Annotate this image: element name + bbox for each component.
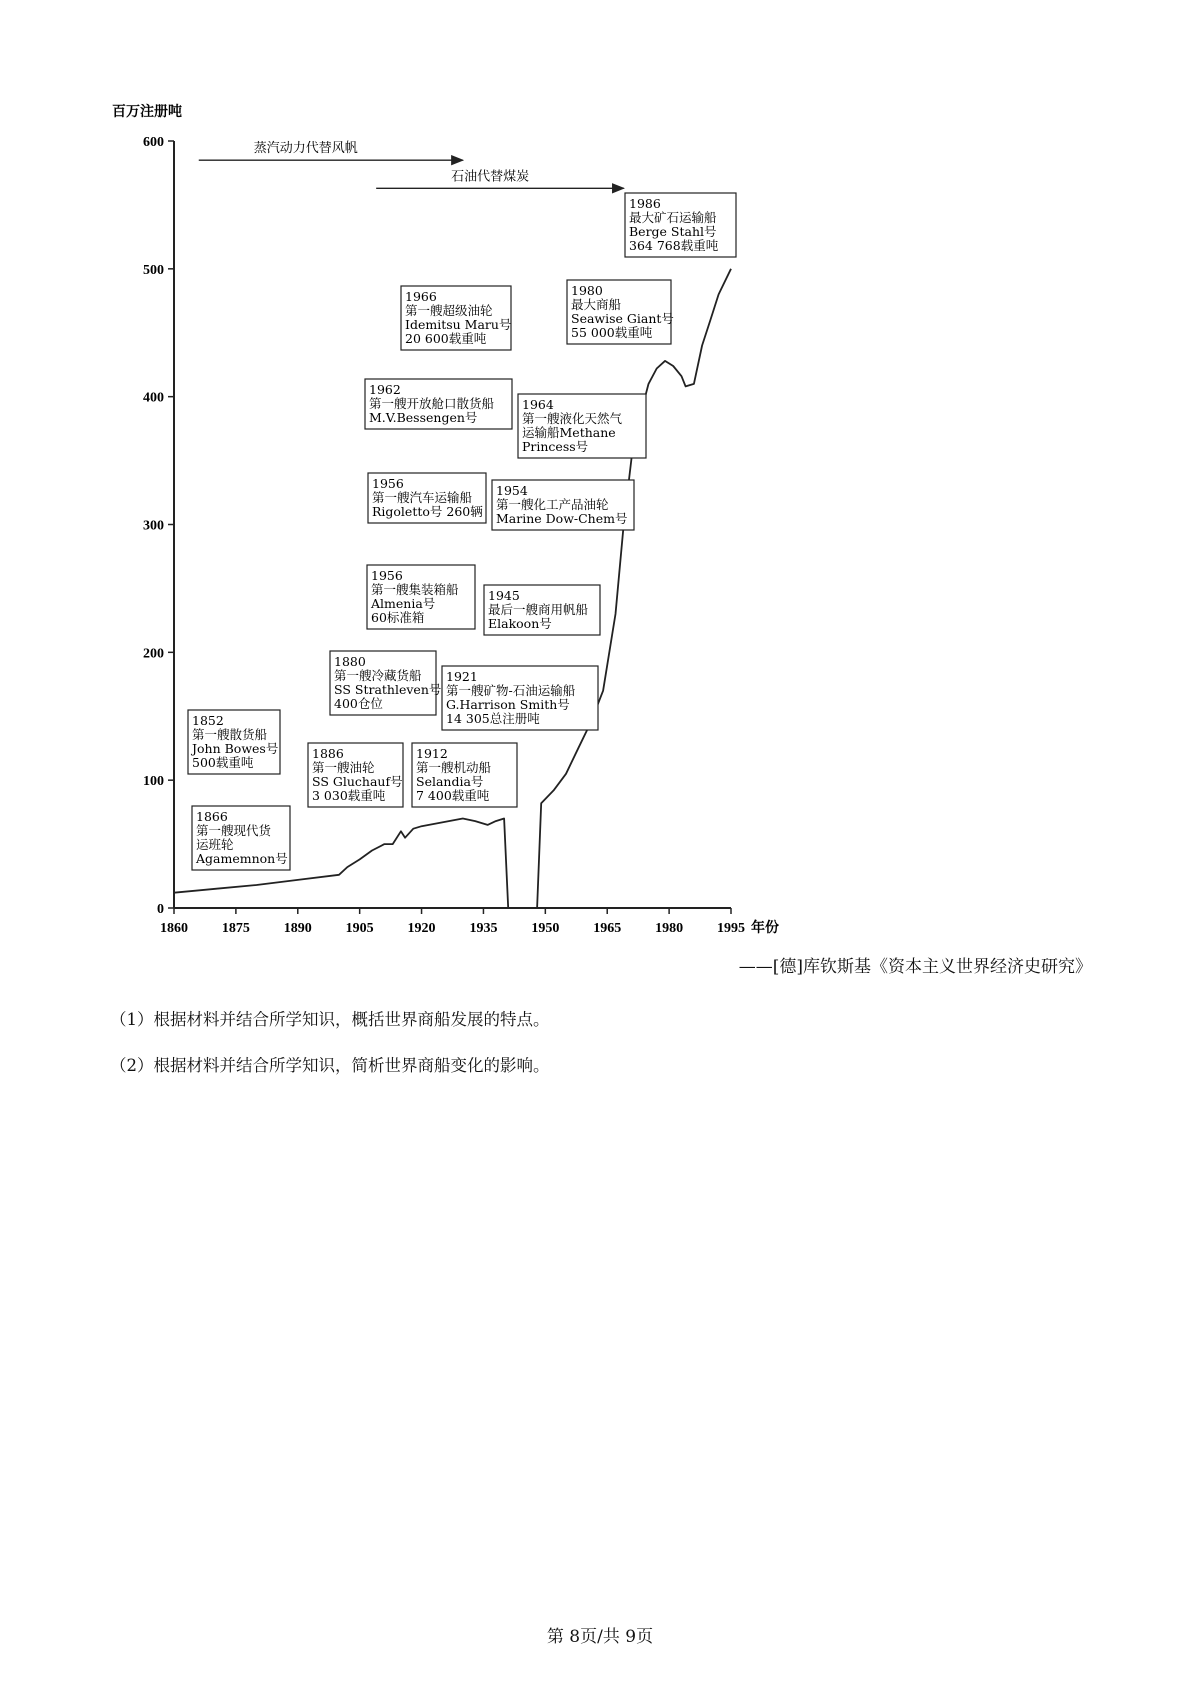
annotation-line: 400仓位 bbox=[334, 696, 383, 711]
annotation-line: 第一艘矿物-石油运输船 bbox=[446, 683, 576, 698]
annotation-line: 运班轮 bbox=[196, 837, 234, 852]
annotation-box bbox=[368, 473, 486, 523]
annotation-line: 1964 bbox=[522, 397, 554, 412]
annotation-box bbox=[625, 193, 736, 257]
annotation-line: 第一艘现代货 bbox=[196, 823, 272, 838]
annotation-line: 1945 bbox=[488, 588, 520, 603]
annotation-line: John Bowes号 bbox=[192, 741, 279, 756]
annotation-line: 第一艘冷藏货船 bbox=[334, 668, 422, 683]
y-tick-label: 500 bbox=[143, 262, 164, 278]
x-tick-label: 1905 bbox=[345, 921, 374, 936]
annotation-line: 1980 bbox=[571, 283, 603, 298]
annotation-line: 1921 bbox=[446, 669, 478, 684]
annotation-line: 500载重吨 bbox=[192, 755, 254, 770]
era-arrow-label-2: 石油代替煤炭 bbox=[451, 169, 530, 185]
annotations bbox=[188, 193, 736, 870]
x-tick-label: 1950 bbox=[531, 921, 560, 936]
annotation-line: M.V.Bessengen号 bbox=[369, 410, 478, 425]
annotation-line: Berge Stahl号 bbox=[629, 224, 717, 239]
annotation-line: 14 305总注册吨 bbox=[446, 711, 540, 726]
annotation-line: Almenia号 bbox=[371, 596, 436, 611]
annotation-line: Marine Dow-Chem号 bbox=[496, 511, 628, 526]
annotation-line: 3 030载重吨 bbox=[312, 788, 386, 803]
annotation-line: G.Harrison Smith号 bbox=[446, 697, 570, 712]
annotation-box bbox=[484, 585, 600, 635]
annotation-line: 364 768载重吨 bbox=[629, 238, 719, 253]
annotation-line: 1966 bbox=[405, 289, 437, 304]
annotation-line: Agamemnon号 bbox=[196, 851, 288, 866]
annotation-box bbox=[412, 743, 517, 807]
annotation-box bbox=[518, 394, 646, 458]
annotation-line: 1962 bbox=[369, 382, 401, 397]
annotation-box bbox=[401, 286, 511, 350]
x-axis-unit: 年份 bbox=[751, 921, 779, 936]
annotation-box bbox=[492, 480, 634, 530]
x-tick-label: 1935 bbox=[469, 921, 498, 936]
question-2: （2）根据材料并结合所学知识，简析世界商船变化的影响。 bbox=[110, 1056, 550, 1075]
annotation-line: 第一艘开放舱口散货船 bbox=[369, 396, 495, 411]
x-tick-label: 1980 bbox=[655, 921, 684, 936]
y-tick-label: 300 bbox=[143, 518, 164, 534]
x-tick-label: 1875 bbox=[221, 921, 250, 936]
annotation-line: 第一艘散货船 bbox=[192, 727, 268, 742]
annotation-line: Seawise Giant号 bbox=[571, 311, 674, 326]
annotation-line: 1956 bbox=[372, 476, 404, 491]
annotation-line: Elakoon号 bbox=[488, 616, 552, 631]
y-axis-label: 百万注册吨 bbox=[112, 104, 182, 120]
y-tick-label: 400 bbox=[143, 390, 164, 406]
y-ticks bbox=[143, 135, 174, 917]
annotation-box bbox=[367, 565, 475, 629]
annotation-line: 7 400载重吨 bbox=[416, 788, 490, 803]
annotation-line: Selandia号 bbox=[416, 774, 484, 789]
annotation-line: 最后一艘商用帆船 bbox=[488, 602, 589, 617]
annotation-line: 1886 bbox=[312, 746, 344, 761]
y-tick-label: 200 bbox=[143, 646, 164, 662]
annotation-line: SS Gluchauf号 bbox=[312, 774, 403, 789]
annotation-line: Idemitsu Maru号 bbox=[405, 317, 512, 332]
x-tick-label: 1995 bbox=[717, 921, 745, 936]
annotation-line: 第一艘化工产品油轮 bbox=[496, 497, 609, 512]
annotation-line: 20 600载重吨 bbox=[405, 331, 487, 346]
x-tick-label: 1860 bbox=[160, 921, 188, 936]
annotation-line: 第一艘超级油轮 bbox=[405, 303, 493, 318]
annotation-box bbox=[365, 379, 512, 429]
annotation-box bbox=[308, 743, 403, 807]
citation: ——[德]库钦斯基《资本主义世界经济史研究》 bbox=[738, 957, 1092, 977]
annotation-line: 第一艘液化天然气 bbox=[522, 411, 623, 426]
era-arrow-label-1: 蒸汽动力代替风帆 bbox=[253, 141, 358, 157]
x-ticks bbox=[160, 908, 779, 936]
annotation-line: 最大商船 bbox=[571, 297, 622, 312]
annotation-line: 第一艘机动船 bbox=[416, 760, 492, 775]
annotation-line: 1986 bbox=[629, 196, 661, 211]
annotation-line: 1912 bbox=[416, 746, 448, 761]
annotation-box bbox=[330, 651, 441, 715]
annotation-line: SS Strathleven号 bbox=[334, 682, 442, 697]
annotation-line: 1866 bbox=[196, 809, 228, 824]
annotation-line: 1956 bbox=[371, 568, 403, 583]
annotation-line: 60标准箱 bbox=[371, 610, 425, 625]
annotation-line: Princess号 bbox=[522, 439, 589, 454]
annotation-line: 1880 bbox=[334, 654, 366, 669]
y-tick-label: 600 bbox=[143, 135, 164, 150]
annotation-line: 第一艘集装箱船 bbox=[371, 582, 459, 597]
annotation-box bbox=[192, 806, 290, 870]
annotation-line: 第一艘油轮 bbox=[312, 760, 375, 775]
annotation-line: Rigoletto号 260辆 bbox=[372, 504, 483, 519]
era-arrows bbox=[199, 140, 624, 188]
annotation-line: 1954 bbox=[496, 483, 528, 498]
x-tick-label: 1965 bbox=[593, 921, 622, 936]
annotation-line: 1852 bbox=[192, 713, 224, 728]
annotation-line: 运输船Methane bbox=[522, 425, 616, 440]
x-tick-label: 1920 bbox=[407, 921, 436, 936]
annotation-line: 最大矿石运输船 bbox=[629, 210, 717, 225]
y-tick-label: 0 bbox=[157, 902, 164, 917]
annotation-box bbox=[567, 280, 674, 344]
page-footer: 第 8页/共 9页 bbox=[546, 1627, 654, 1647]
annotation-line: 第一艘汽车运输船 bbox=[372, 490, 473, 505]
annotation-box bbox=[442, 666, 598, 730]
annotation-line: 55 000载重吨 bbox=[571, 325, 653, 340]
annotation-box bbox=[188, 710, 280, 774]
x-tick-label: 1890 bbox=[283, 921, 312, 936]
question-1: （1）根据材料并结合所学知识，概括世界商船发展的特点。 bbox=[110, 1010, 550, 1029]
y-tick-label: 100 bbox=[143, 774, 164, 790]
